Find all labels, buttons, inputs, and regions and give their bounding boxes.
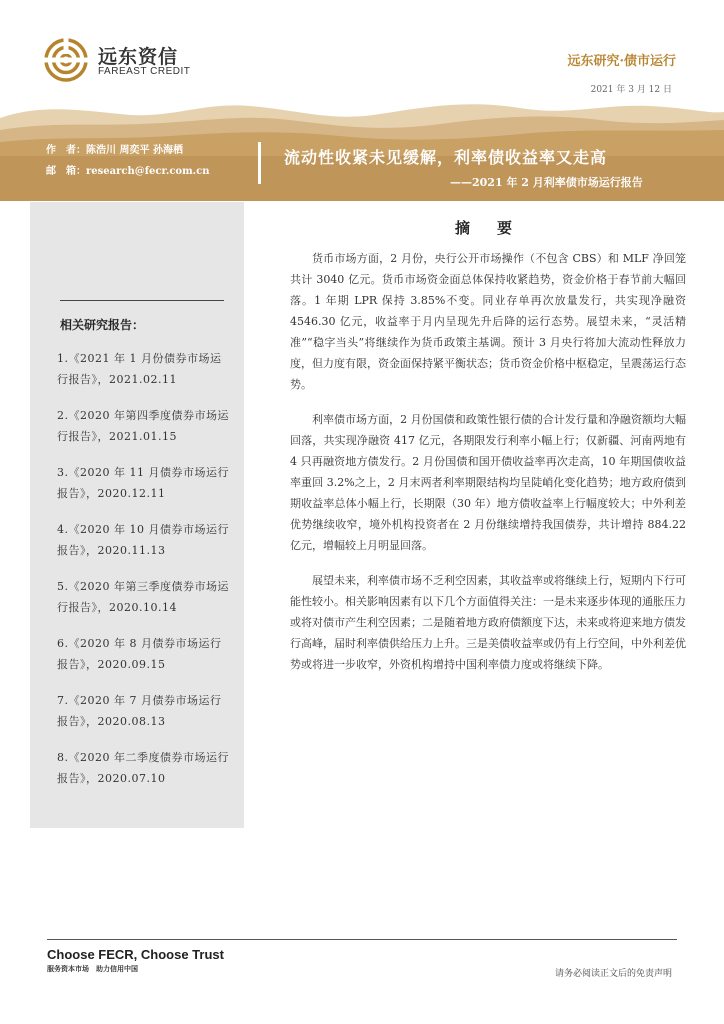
- title-divider: [258, 142, 261, 184]
- sidebar: [30, 202, 244, 828]
- footer-sub-slogan: 服务资本市场 助力信用中国: [47, 965, 138, 973]
- author-email: 邮 箱：research@fecr.com.cn: [46, 166, 210, 177]
- related-report-item[interactable]: 4.《2020 年 10 月债券市场运行报告》，2020.11.13: [57, 523, 229, 557]
- logo-english-name: FAREAST CREDIT: [98, 66, 191, 77]
- abstract-paragraph: 利率债市场方面，2 月份国债和政策性银行债的合计发行量和净融资额均大幅回落，共实现净融资 417 亿元，各期限发行利率小幅上行；仅新疆、河南两地有 4 只再融资地方债发行。2 月份国债和国开债收益率再次走高，10 年期国债收益率重回 3.2%之上，2 月末两者利率期限结构均呈陡峭化变化趋势；地方政府债到期收益率总体小幅上行，长期限（30 年）地方债收益率上行幅度较大；中外利差优势继续收窄，境外机构投资者在 2 月份继续增持我国债券，共计增持 884.22 亿元，增幅较上月明显回落。: [290, 413, 686, 552]
- report-series: 远东研究·债市运行: [567, 54, 676, 69]
- company-logo: [44, 38, 204, 88]
- footer-divider: [47, 939, 677, 940]
- author-names: 作 者：陈浩川 周奕平 孙海栖: [46, 145, 183, 156]
- fareast-logo-icon: [44, 38, 88, 82]
- related-report-item[interactable]: 5.《2020 年第三季度债券市场运行报告》，2020.10.14: [57, 580, 229, 614]
- related-reports-heading: 相关研究报告：: [60, 318, 145, 332]
- abstract-paragraph: 货币市场方面，2 月份，央行公开市场操作（不包含 CBS）和 MLF 净回笼共计 3040 亿元。货币市场资金面总体保持收紧趋势，资金价格于春节前大幅回落。1 年期 LPR 保持 3.85%不变。同业存单再次放量发行，共实现净融资 4546.30 亿元，收益率于月内呈现先升后降的运行态势。展望未来，“灵活精准”“稳字当头”将继续作为货币政策主基调。预计 3 月央行将加大流动性释放力度，但力度有限，资金面保持紧平衡状态；货币资金价格中枢稳定，呈震荡运行态势。: [290, 252, 686, 391]
- related-report-item[interactable]: 1.《2021 年 1 月份债券市场运行报告》，2021.02.11: [57, 352, 222, 386]
- related-report-item[interactable]: 8.《2020 年二季度债券市场运行报告》，2020.07.10: [57, 751, 229, 785]
- logo-chinese-name: 远东资信: [98, 46, 179, 68]
- report-subtitle: ——2021 年 2 月利率债市场运行报告: [450, 176, 643, 189]
- abstract-title: 摘 要: [455, 219, 519, 237]
- related-report-item[interactable]: 7.《2020 年 7 月债券市场运行报告》，2020.08.13: [57, 694, 222, 728]
- footer-disclaimer: 请务必阅读正文后的免责声明: [554, 969, 672, 979]
- related-report-item[interactable]: 3.《2020 年 11 月债券市场运行报告》，2020.12.11: [57, 466, 229, 500]
- report-title: 流动性收紧未见缓解，利率债收益率又走高: [284, 148, 608, 167]
- related-report-item[interactable]: 6.《2020 年 8 月债券市场运行报告》，2020.09.15: [57, 637, 222, 671]
- footer-slogan: Choose FECR, Choose Trust: [47, 947, 224, 962]
- report-date: 2021 年 3 月 12 日: [590, 85, 672, 95]
- abstract-body: [290, 248, 686, 689]
- related-reports-list: [57, 348, 229, 804]
- related-report-item[interactable]: 2.《2020 年第四季度债券市场运行报告》，2021.01.15: [57, 409, 229, 443]
- author-info: [46, 140, 210, 182]
- sidebar-divider: [60, 300, 224, 301]
- abstract-paragraph: 展望未来，利率债市场不乏利空因素，其收益率或将继续上行，短期内下行可能性较小。相关影响因素有以下几个方面值得关注：一是未来逐步体现的通胀压力或将对债市产生利空因素；二是随着地方政府债额度下达，未来或将迎来地方债发行高峰，届时利率债供给压力上升。三是美债收益率或仍有上行空间，中外利差优势或将进一步收窄，外资机构增持中国利率债力度或将继续下降。: [290, 574, 686, 671]
